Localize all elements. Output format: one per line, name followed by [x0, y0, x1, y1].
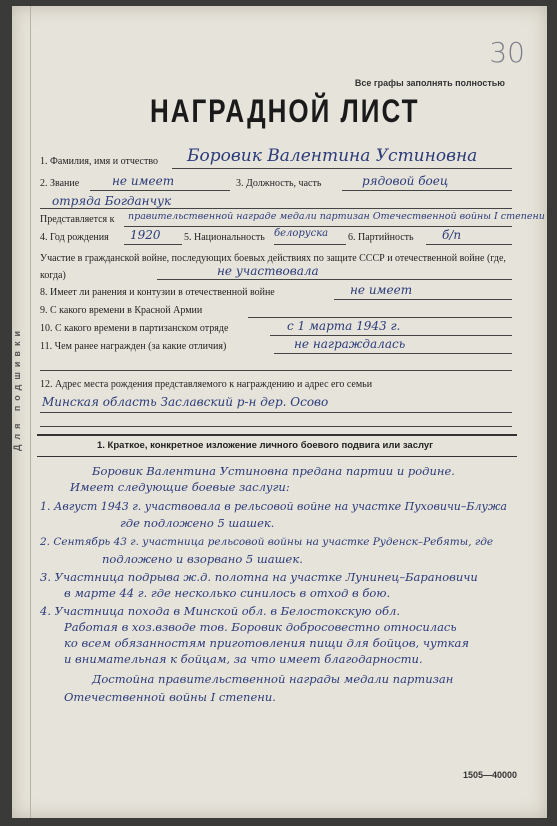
- field-value-name: Боровик Валентина Устиновна: [187, 146, 478, 166]
- narrative-line: 2. Сентябрь 43 г. участница рельсовой войны на участке Руденск–Ребяты, где: [40, 536, 494, 548]
- binding-margin-label: Для подшивки: [12, 326, 22, 452]
- field-value-nationality: белоруска: [274, 228, 329, 239]
- section-divider-top: [37, 434, 517, 436]
- field-value-position: рядовой боец: [362, 174, 449, 188]
- field-value-address: Минская область Заславский р-н дер. Осово: [42, 395, 329, 409]
- field-label-nominated: Представляется к: [40, 214, 115, 225]
- narrative-line: подложено и взорвано 5 шашек.: [102, 552, 303, 566]
- field-value-unit: отряда Богданчук: [52, 194, 172, 208]
- section-divider-bottom: [37, 456, 517, 457]
- field-label-red-army: 9. С какого времени в Красной Армии: [40, 305, 203, 316]
- narrative-line: 3. Участница подрыва ж.д. полотна на участке Лунинец–Барановичи: [40, 570, 478, 584]
- field-label-name: 1. Фамилия, имя и отчество: [40, 156, 159, 167]
- print-run-code: 1505—40000: [462, 770, 517, 780]
- field-value-partisan-since: с 1 марта 1943 г.: [287, 319, 401, 333]
- narrative-line: и внимательная к бойцам, за что имеет благодарности.: [64, 652, 423, 666]
- field-label-war-participation: Участие в гражданской войне, последующих боевых действиях по защите СССР и отечественной войне (где, когда): [40, 253, 506, 281]
- narrative-line: Достойна правительственной награды медали партизан: [92, 672, 454, 686]
- narrative-line: 4. Участница похода в Минской обл. в Белостокскую обл.: [40, 604, 400, 618]
- field-value-birth-year: 1920: [130, 228, 161, 242]
- narrative-line: Боровик Валентина Устиновна предана партии и родине.: [92, 464, 455, 478]
- section-heading: 1. Краткое, конкретное изложение личного боевого подвига или заслуг: [97, 440, 434, 451]
- fill-instruction: Все графы заполнять полностью: [354, 78, 505, 88]
- field-value-war-participation: не участвовала: [217, 264, 319, 278]
- field-value-party: б/п: [442, 228, 462, 242]
- field-label-position: 3. Должность, часть: [236, 178, 322, 189]
- field-value-previous-awards: не награждалась: [294, 337, 406, 351]
- field-label-previous-awards: 11. Чем ранее награжден (за какие отличия): [40, 341, 227, 352]
- narrative-line: Работая в хоз.взводе тов. Боровик добросовестно относилась: [64, 620, 457, 634]
- narrative-line: где подложено 5 шашек.: [120, 516, 275, 530]
- page-number: 30: [489, 36, 525, 69]
- field-label-party: 6. Партийность: [348, 232, 414, 243]
- document-title: НАГРАДНОЙ ЛИСТ: [150, 92, 420, 130]
- narrative-line: Отечественной войны I степени.: [64, 690, 276, 704]
- narrative-line: ко всем обязанностям приготовления пищи для бойцов, чуткая: [64, 636, 469, 650]
- field-label-birth-year: 4. Год рождения: [40, 232, 109, 243]
- field-value-wounds: не имеет: [350, 283, 413, 297]
- field-label-partisan-since: 10. С какого времени в партизанском отряде: [40, 323, 229, 334]
- field-label-rank: 2. Звание: [40, 178, 80, 189]
- narrative-line: Имеет следующие боевые заслуги:: [70, 480, 290, 494]
- field-value-rank: не имеет: [112, 174, 175, 188]
- field-value-nominated: правительственной награде медали партизан Отечественной войны I степени: [128, 211, 545, 222]
- narrative-line: 1. Август 1943 г. участвовала в рельсовой войне на участке Пуховичи–Блужа: [40, 500, 507, 513]
- award-sheet: [12, 6, 547, 818]
- field-label-wounds: 8. Имеет ли ранения и контузии в отечественной войне: [40, 287, 275, 298]
- field-label-nationality: 5. Национальность: [184, 232, 265, 243]
- narrative-line: в марте 44 г. где несколько синилось в отход в бою.: [64, 586, 391, 600]
- field-label-address: 12. Адрес места рождения представляемого к награждению и адрес его семьи: [40, 379, 373, 390]
